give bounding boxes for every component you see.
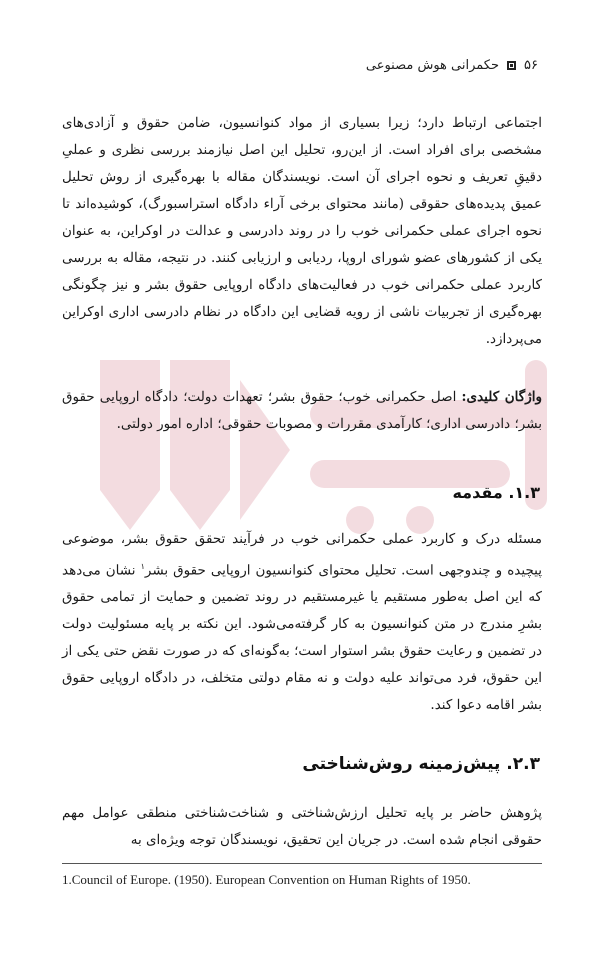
keywords-label: واژگان کلیدی: — [461, 388, 542, 405]
section-heading-introduction: ۱.۳. مقدمه — [452, 483, 540, 502]
footnote-divider — [62, 863, 542, 864]
abstract-paragraph: اجتماعی ارتباط دارد؛ زیرا بسیاری از مواد کنوانسیون، ضامن حقوق و آزادی‌های مشخصی برای افراد است. از این‌رو، تحلیل این اصل نیازمند بررسی نظری و عملیِ دقیقِ تعریف و نحوه اجرای آن است. نویسندگان مقاله با بهره‌گیری از روش تحلیل عمیق پدیده‌های حقوقی (مانند محتوای برخی آراء دادگاه استراسبورگ)، کوشیده‌اند تا نحوه اجرای عملی حکمرانی خوب را در روند دادرسی و عدالت در اوکراین، به عنوان یکی از کشورهای عضو شورای اروپا، ردیابی و ارزیابی کنند. در نتیجه، مقاله به بررسی کاربرد عملی حکمرانی خوب در فعالیت‌های دادگاه اروپایی حقوق بشر و نیز چگونگی بهره‌گیری از تجربیات ناشی از رویه قضایی این دادگاه در نظام دادرسی اداری اوکراین می‌پردازد. — [62, 114, 542, 347]
methodology-paragraph: پژوهش حاضر بر پایه تحلیل ارزش‌شناختی و شناخت‌شناختی منطقی عوامل مهم حقوقی انجام شده است. در جریان این تحقیق، نویسندگان توجه ویژه‌ای به — [62, 804, 542, 848]
running-title: حکمرانی هوش مصنوعی — [365, 58, 500, 73]
introduction-paragraph — [62, 526, 542, 720]
square-bullet-icon — [507, 61, 516, 70]
running-header — [366, 58, 538, 73]
section-heading-methodology: ۲.۳. پیش‌زمینه روش‌شناختی — [302, 754, 540, 774]
keywords-text: اصل حکمرانی خوب؛ حقوق بشر؛ تعهدات دولت؛ دادگاه اروپایی حقوق بشر؛ دادرسی اداری؛ کارآمدی مقررات و مصوبات حقوقی؛ اداره امور دولتی. — [62, 388, 542, 432]
introduction-text-a: مسئله درک و کاربرد عملی حکمرانی خوب در فرآیند تحقق حقوق بشر، موضوعی پیچیده و چندوجهی است. تحلیل محتوای کنوانسیون اروپایی حقوق بشر — [62, 530, 542, 578]
introduction-text-b: نشان می‌دهد که این اصل به‌طور مستقیم یا غیرمستقیم در روند تضمین و حمایت از تمامی حقوق بشرِ مندرج در متن کنوانسیون به کار گرفته‌می‌شود. این نکته بر پایه مسئولیت دولت در تضمین و رعایت حقوق بشر استوار است؛ به‌گونه‌ای که در صورت نقض حتی یکی از این حقوق، فرد می‌تواند علیه دولت و نه مقام دولتی متخلف، در دادگاه اروپایی حقوق بشر اقامه دعوا کند. — [62, 562, 542, 713]
page-number: ۵۶ — [524, 58, 538, 73]
footnote-reference[interactable]: ۱ — [140, 561, 145, 571]
keywords-paragraph — [62, 384, 542, 438]
footnote: 1.Council of Europe. (1950). European Convention on Human Rights of 1950. — [62, 872, 471, 887]
